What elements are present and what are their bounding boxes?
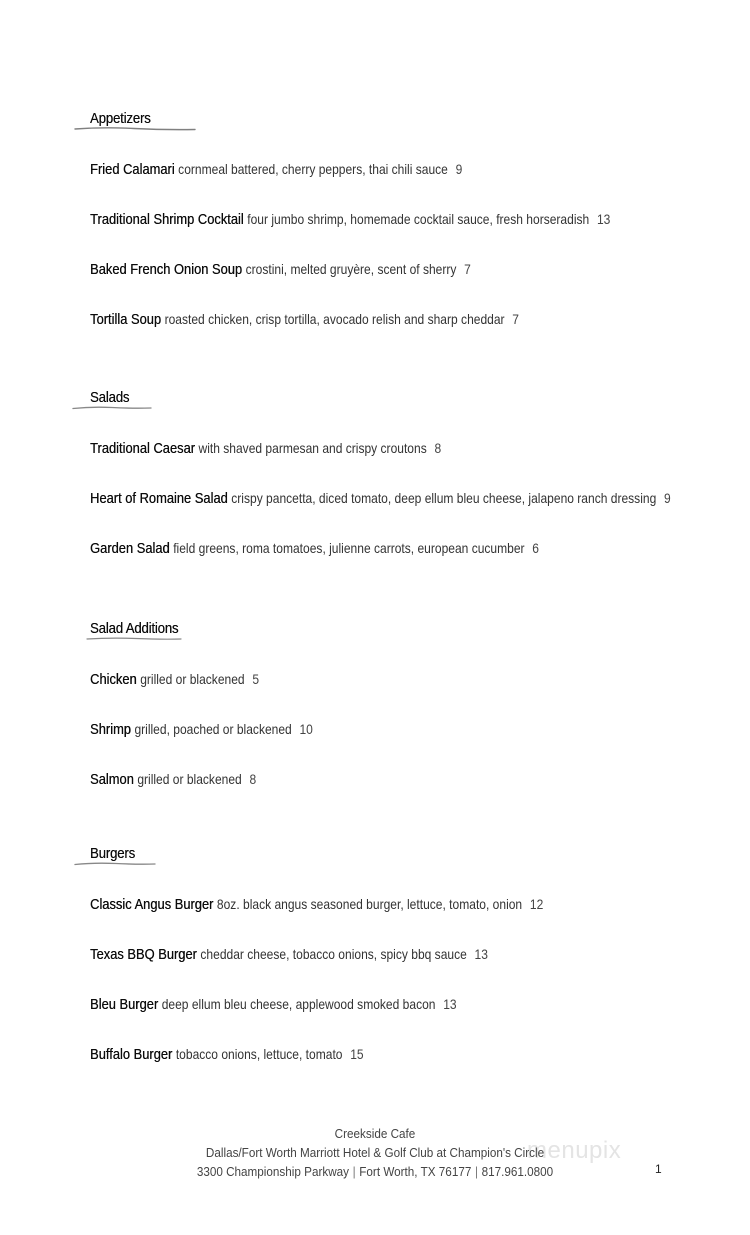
separator: | xyxy=(352,1164,356,1179)
item-name: Heart of Romaine Salad xyxy=(90,490,228,507)
item-name: Bleu Burger xyxy=(90,996,159,1013)
item-price: 6 xyxy=(532,540,540,556)
menu-item xyxy=(90,260,471,279)
item-price: 7 xyxy=(464,261,471,277)
item-price: 13 xyxy=(474,946,488,962)
item-price: 13 xyxy=(443,996,457,1012)
menu-item xyxy=(90,439,441,458)
section-title-burgers: Burgers xyxy=(90,845,135,862)
item-price: 8 xyxy=(434,440,442,456)
menu-item xyxy=(90,310,519,329)
item-description: grilled or blackened xyxy=(137,771,242,787)
item-price: 7 xyxy=(512,311,520,327)
item-price: 8 xyxy=(249,771,257,787)
item-description: with shaved parmesan and crispy croutons xyxy=(198,440,427,456)
section-title-appetizers: Appetizers xyxy=(90,110,151,127)
item-name: Chicken xyxy=(90,671,137,688)
menu-item xyxy=(90,770,256,789)
item-price: 10 xyxy=(299,721,313,737)
brush-underline xyxy=(86,636,182,642)
section-title-salad-additions: Salad Additions xyxy=(90,620,179,637)
brush-underline xyxy=(74,126,196,132)
section-title-salads: Salads xyxy=(90,389,130,406)
item-name: Salmon xyxy=(90,771,134,788)
footer-phone: 817.961.0800 xyxy=(481,1164,554,1179)
item-name: Buffalo Burger xyxy=(90,1046,173,1063)
brush-underline xyxy=(74,861,156,867)
menu-item xyxy=(90,1045,364,1064)
item-price: 5 xyxy=(252,671,260,687)
footer-city: Fort Worth, TX 76177 xyxy=(359,1164,472,1179)
item-description: grilled or blackened xyxy=(140,671,245,687)
item-name: Texas BBQ Burger xyxy=(90,946,197,963)
footer-restaurant-name: Creekside Cafe xyxy=(334,1126,416,1141)
item-price: 9 xyxy=(664,490,671,506)
item-price: 9 xyxy=(455,161,463,177)
menu-item xyxy=(90,945,488,964)
item-description: field greens, roma tomatoes, julienne carrots, european cucumber xyxy=(173,540,525,556)
menu-item xyxy=(90,539,539,558)
item-description: deep ellum bleu cheese, applewood smoked bacon xyxy=(161,996,436,1012)
menupix-watermark: menupix xyxy=(527,1137,622,1164)
menu-item xyxy=(90,489,671,508)
item-description: roasted chicken, crisp tortilla, avocado relish and sharp cheddar xyxy=(164,311,505,327)
item-price: 13 xyxy=(596,211,611,227)
item-name: Traditional Caesar xyxy=(90,440,195,457)
item-price: 12 xyxy=(529,896,544,912)
page-number: 1 xyxy=(655,1162,662,1176)
item-description: crostini, melted gruyère, scent of sherry xyxy=(245,261,457,277)
footer-address: 3300 Championship Parkway xyxy=(196,1164,350,1179)
item-description: grilled, poached or blackened xyxy=(134,721,292,737)
item-description: tobacco onions, lettuce, tomato xyxy=(175,1046,343,1062)
item-description: 8oz. black angus seasoned burger, lettuce, tomato, onion xyxy=(216,896,523,912)
item-name: Garden Salad xyxy=(90,540,170,557)
menu-item xyxy=(90,895,543,914)
menu-item xyxy=(90,210,610,229)
item-name: Baked French Onion Soup xyxy=(90,261,243,278)
item-description: crispy pancetta, diced tomato, deep ellum bleu cheese, jalapeno ranch dressing xyxy=(231,490,657,506)
menu-item xyxy=(90,670,259,689)
menu-item xyxy=(90,720,313,739)
item-name: Tortilla Soup xyxy=(90,311,161,328)
item-name: Traditional Shrimp Cocktail xyxy=(90,211,244,228)
separator: | xyxy=(474,1164,478,1179)
item-description: cornmeal battered, cherry peppers, thai chili sauce xyxy=(178,161,448,177)
footer-hotel: Dallas/Fort Worth Marriott Hotel & Golf Club at Champion's Circle xyxy=(205,1145,545,1160)
item-description: cheddar cheese, tobacco onions, spicy bbq sauce xyxy=(200,946,467,962)
item-name: Shrimp xyxy=(90,721,131,738)
item-price: 15 xyxy=(350,1046,364,1062)
item-name: Fried Calamari xyxy=(90,161,175,178)
item-name: Classic Angus Burger xyxy=(90,896,214,913)
brush-underline xyxy=(72,405,152,411)
footer-contact-line xyxy=(173,1162,578,1181)
menu-item xyxy=(90,160,462,179)
menu-item xyxy=(90,995,457,1014)
item-description: four jumbo shrimp, homemade cocktail sauce, fresh horseradish xyxy=(247,211,590,227)
